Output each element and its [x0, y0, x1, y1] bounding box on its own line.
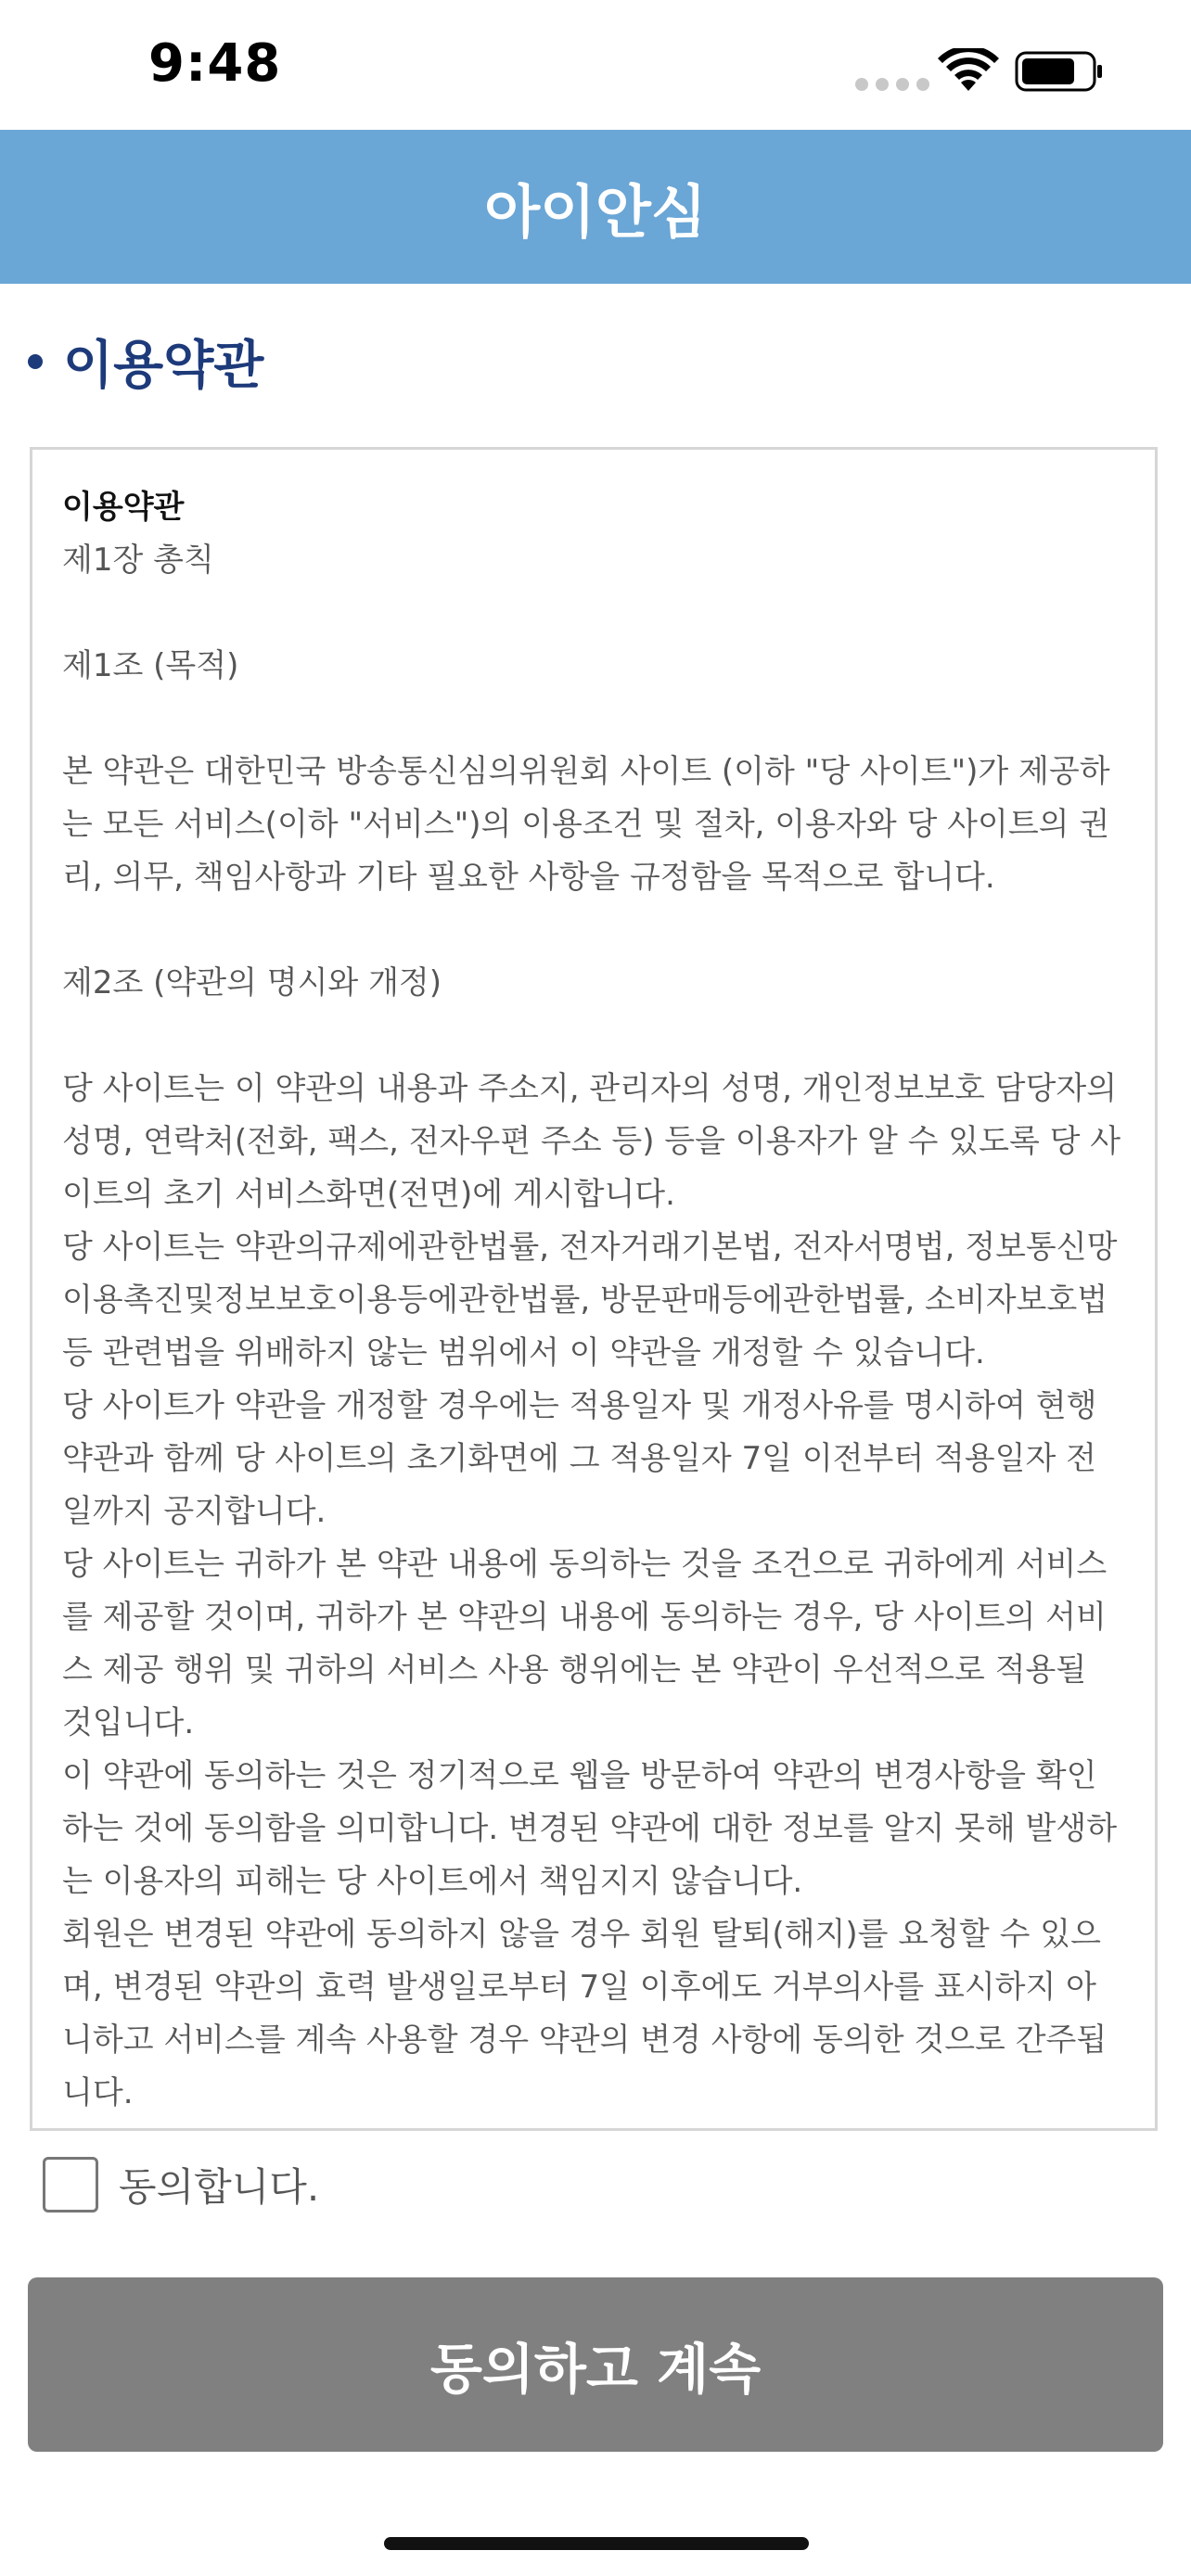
- section-heading: [28, 325, 263, 399]
- paragraph-gap: [62, 693, 1125, 746]
- status-bar: [0, 0, 1191, 130]
- wifi-icon: [937, 48, 1000, 93]
- terms-paragraph: 회원은 변경된 약관에 동의하지 않을 경우 회원 탈퇴(해지)를 요청할 수 있으 며, 변경된 약관의 효력 발생일로부터 7일 이후에도 거부의사를 표시하지 아니하고 서비스를 계속 사용할 경우 약관의 변경 사항에 동의한 것으로 간주됩니다.: [62, 1916, 1108, 2111]
- terms-paragraph: 제2조 (약관의 명시와 개정): [62, 964, 442, 1001]
- agree-row[interactable]: [43, 2157, 319, 2213]
- terms-heading: 이용약관: [62, 489, 185, 526]
- continue-button-label: 동의하고 계속: [429, 2338, 762, 2401]
- terms-paragraph: 당 사이트가 약관을 개정할 경우에는 적용일자 및 개정사유를 명시하여 현행약관과 함께 당 사이트의 초기화면에 그 적용일자 7일 이전부터 적용일자 전일까지 공지합니다.: [62, 1387, 1097, 1530]
- terms-paragraph: 당 사이트는 귀하가 본 약관 내용에 동의하는 것을 조건으로 귀하에게 서비스를 제공할 것이며, 귀하가 본 약관의 내용에 동의하는 경우, 당 사이트의 서비스 제공 행위 및 귀하의 서비스 사용 행위에는 본 약관이 우선적으로 적용될 것입니다.: [62, 1546, 1108, 1741]
- cellular-signal-icon: [855, 78, 929, 91]
- terms-paragraph: 제1장 총칙: [62, 542, 214, 579]
- header-title: 아이안심: [484, 177, 707, 246]
- paragraph-gap: [62, 904, 1125, 957]
- agree-label[interactable]: 동의합니다.: [119, 2164, 320, 2210]
- terms-paragraphs: [62, 534, 1125, 2131]
- terms-paragraph: 본 약관은 대한민국 방송통신심의위원회 사이트 (이하 "당 사이트")가 제공하는 모든 서비스(이하 "서비스")의 이용조건 및 절차, 이용자와 당 사이트의 권리, 의무, 책임사항과 기타 필요한 사항을 규정함을 목적으로 합니다.: [62, 753, 1110, 896]
- terms-content: [32, 450, 1155, 2131]
- home-indicator: [384, 2537, 809, 2550]
- app-header: [0, 130, 1191, 284]
- terms-paragraph: 당 사이트는 약관의규제에관한법률, 전자거래기본법, 전자서명법, 정보통신망이용촉진및정보보호이용등에관한법률, 방문판매등에관한법률, 소비자보호법 등 관련법을 위배하지 않는 범위에서 이 약관을 개정할 수 있습니다.: [62, 1229, 1118, 1371]
- paragraph-gap: [62, 587, 1125, 640]
- status-time: 9:48: [148, 33, 282, 94]
- section-title: 이용약관: [63, 336, 264, 396]
- paragraph-gap: [62, 1010, 1125, 1063]
- terms-paragraph: [62, 2120, 1125, 2131]
- terms-paragraph: 제1조 (목적): [62, 647, 239, 684]
- agree-checkbox[interactable]: [43, 2157, 98, 2213]
- agree-continue-button[interactable]: [28, 2277, 1163, 2452]
- bullet-icon: [28, 354, 43, 369]
- terms-paragraph: 이 약관에 동의하는 것은 정기적으로 웹을 방문하여 약관의 변경사항을 확인하는 것에 동의함을 의미합니다. 변경된 약관에 대한 정보를 알지 못해 발생하는 이용자의 피해는 당 사이트에서 책임지지 않습니다.: [62, 1757, 1118, 1900]
- battery-icon: [1015, 51, 1104, 92]
- terms-paragraph: 당 사이트는 이 약관의 내용과 주소지, 관리자의 성명, 개인정보보호 담당자의 성명, 연락처(전화, 팩스, 전자우편 주소 등) 등을 이용자가 알 수 있도록 당 사이트의 초기 서비스화면(전면)에 게시합니다.: [62, 1070, 1121, 1213]
- terms-scroll-box[interactable]: [30, 447, 1158, 2131]
